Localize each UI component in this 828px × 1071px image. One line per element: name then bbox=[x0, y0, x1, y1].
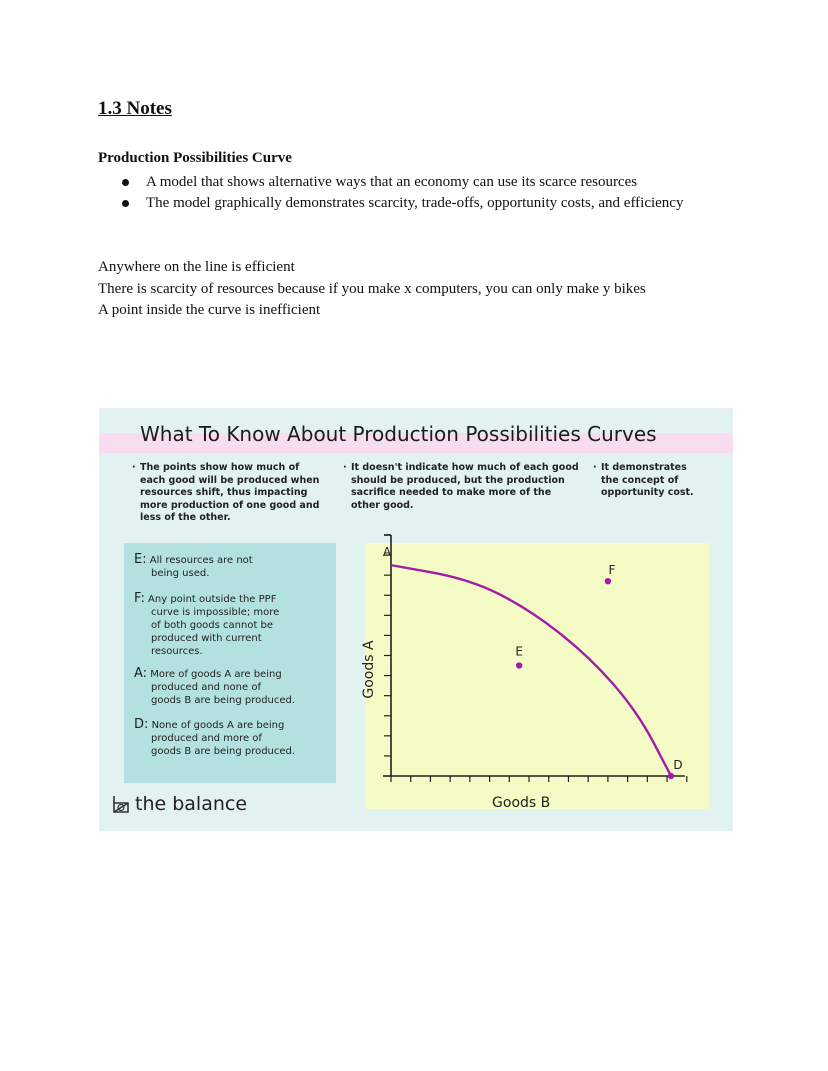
point-label-f: F bbox=[608, 563, 616, 578]
info-point-line: The points show how much of bbox=[140, 462, 300, 473]
info-point-line: each good will be produced when bbox=[140, 474, 320, 486]
point-e bbox=[516, 662, 522, 668]
note-line: A point inside the curve is inefficient bbox=[98, 302, 321, 318]
brand-name: the balance bbox=[135, 793, 248, 815]
legend-key: D: bbox=[134, 717, 149, 732]
brand-logo bbox=[111, 793, 247, 815]
info-point-line: resources shift, thus impacting bbox=[140, 487, 308, 499]
bullet-dot-icon: · bbox=[343, 462, 347, 473]
y-axis-label: Goods A bbox=[361, 640, 377, 699]
info-point-line: It demonstrates bbox=[601, 462, 687, 473]
point-label-d: D bbox=[673, 758, 683, 772]
info-point-line: opportunity cost. bbox=[601, 487, 694, 499]
point-f bbox=[605, 578, 611, 584]
bullet-item: The model graphically demonstrates scarcity, trade-offs, opportunity costs, and efficiency bbox=[98, 193, 683, 214]
legend-text: goods B are being produced. bbox=[151, 746, 296, 757]
point-label-a: A bbox=[382, 545, 392, 560]
legend-text: Any point outside the PPF bbox=[148, 594, 277, 605]
x-axis-label: Goods B bbox=[492, 795, 551, 811]
legend-text: All resources are not bbox=[149, 555, 253, 566]
legend-text: curve is impossible; more bbox=[151, 607, 280, 618]
note-line: Anywhere on the line is efficient bbox=[98, 259, 295, 275]
bullet-list bbox=[98, 172, 683, 214]
legend-text: None of goods A are being bbox=[151, 720, 285, 731]
info-point-line: the concept of bbox=[601, 474, 679, 486]
legend-text: of both goods cannot be bbox=[151, 620, 274, 631]
legend-key: E: bbox=[134, 552, 147, 567]
the-balance-logo-icon bbox=[111, 794, 131, 814]
info-point-line: less of the other. bbox=[140, 512, 231, 524]
info-point-line: It doesn't indicate how much of each good bbox=[351, 462, 579, 473]
notes-block bbox=[98, 257, 646, 322]
legend-text: produced and more of bbox=[151, 733, 262, 744]
info-point-line: other good. bbox=[351, 499, 414, 511]
infographic-title: What To Know About Production Possibilities Curves bbox=[140, 422, 657, 446]
plot-area bbox=[365, 543, 709, 809]
legend-text: produced and none of bbox=[151, 682, 261, 693]
info-point-line: more production of one good and bbox=[140, 499, 320, 511]
section-heading: Production Possibilities Curve bbox=[98, 150, 292, 166]
point-label-e: E bbox=[515, 644, 523, 659]
legend-text: being used. bbox=[151, 568, 210, 579]
ppc-infographic bbox=[99, 408, 733, 831]
bullet-dot-icon: · bbox=[132, 462, 136, 473]
note-line: There is scarcity of resources because if you make x computers, you can only make y bikes bbox=[98, 280, 646, 297]
info-point-line: sacrifice needed to make more of the bbox=[351, 487, 552, 499]
info-point-line: should be produced, but the production bbox=[351, 474, 565, 486]
legend-text: resources. bbox=[151, 646, 203, 657]
page-title: 1.3 Notes bbox=[98, 98, 172, 119]
bullet-item: A model that shows alternative ways that an economy can use its scarce resources bbox=[98, 172, 683, 193]
ppc-chart bbox=[99, 408, 733, 831]
bullet-dot-icon: · bbox=[593, 462, 597, 473]
legend-text: produced with current bbox=[151, 633, 262, 644]
point-d bbox=[668, 773, 674, 779]
legend-text: goods B are being produced. bbox=[151, 695, 296, 706]
legend-text: More of goods A are being bbox=[150, 669, 282, 680]
legend-key: A: bbox=[134, 666, 148, 681]
legend-key: F: bbox=[134, 591, 145, 606]
